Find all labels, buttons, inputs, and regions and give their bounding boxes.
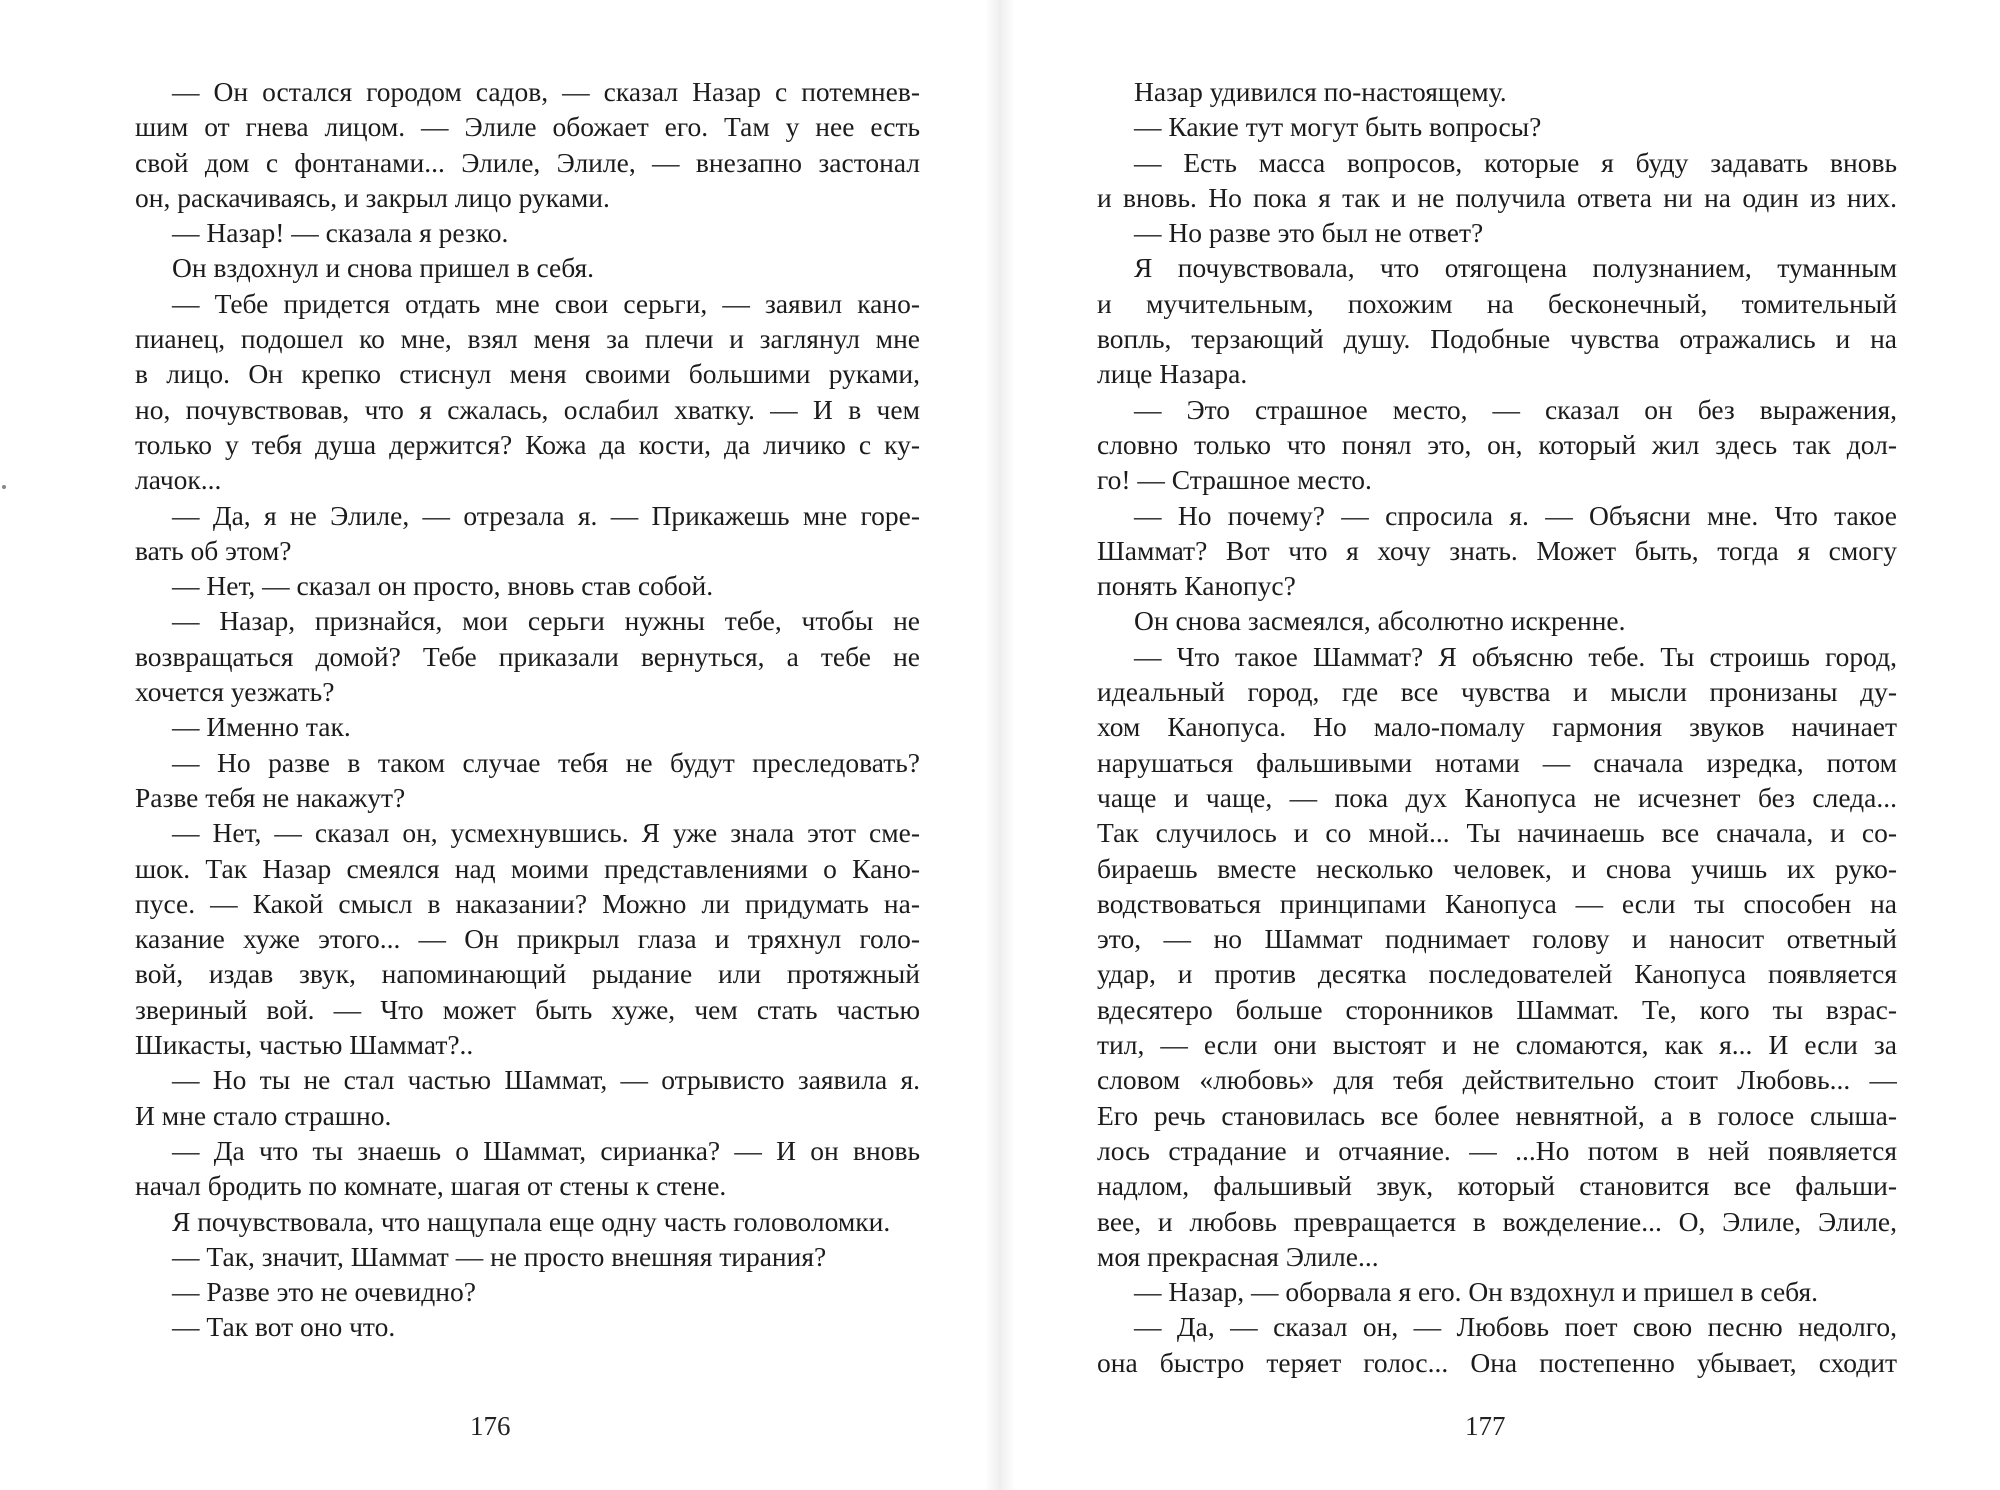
- text-line: — Тебе придется отдать мне свои серьги, — заявил кано-: [172, 287, 920, 319]
- text-line: лице Назара.: [1097, 358, 1248, 390]
- text-line: шим от гнева лицом. — Элиле обожает его. Там у нее есть: [135, 111, 920, 143]
- text-line: нарушаться фальшивыми нотами — сначала изредка, потом: [1097, 746, 1897, 778]
- text-line: но, почувствовав, что я сжалась, ослабил хватку. — И в чем: [135, 393, 920, 425]
- text-line: свой дом с фонтанами... Элиле, Элиле, — внезапно застонал: [135, 146, 920, 178]
- text-line: — Это страшное место, — сказал он без выражения,: [1134, 393, 1897, 425]
- text-line: — Разве это не очевидно?: [172, 1276, 476, 1308]
- text-line: бираешь вместе несколько человек, и снова учишь их руко-: [1097, 852, 1897, 884]
- text-line: моя прекрасная Элиле...: [1097, 1240, 1379, 1272]
- text-line: — Есть масса вопросов, которые я буду задавать вновь: [1134, 146, 1897, 178]
- text-line: возвращаться домой? Тебе приказали вернуться, а тебе не: [135, 640, 920, 672]
- text-line: пианец, подошел ко мне, взял меня за плечи и заглянул мне: [135, 323, 920, 355]
- text-line: словно только что понял это, он, который жил здесь так дол-: [1097, 428, 1897, 460]
- text-line: вать об этом?: [135, 534, 292, 566]
- text-line: Его речь становилась все более невнятной, а в голосе слыша-: [1097, 1099, 1897, 1131]
- text-line: — Да, я не Элиле, — отрезала я. — Прикажешь мне горе-: [172, 499, 920, 531]
- text-line: Я почувствовала, что нащупала еще одну часть головоломки.: [172, 1205, 891, 1237]
- text-line: хочется уезжать?: [135, 676, 335, 708]
- text-line: звериный вой. — Что может быть хуже, чем стать частью: [135, 993, 920, 1025]
- right-page: [1015, 0, 2000, 1490]
- text-line: лось страдание и отчаяние. — ...Но потом в ней появляется: [1097, 1134, 1897, 1166]
- text-line: вопль, терзающий душу. Подобные чувства отражались и на: [1097, 323, 1897, 355]
- left-page: [0, 0, 985, 1490]
- text-line: — Но ты не стал частью Шаммат, — отрывисто заявила я.: [172, 1064, 920, 1096]
- text-line: это, — но Шаммат поднимает голову и наносит ответный: [1097, 923, 1897, 955]
- left-page-text: [135, 74, 920, 1345]
- text-line: — Но разве в таком случае тебя не будут преследовать?: [172, 746, 920, 778]
- text-line: начал бродить по комнате, шагая от стены к стене.: [135, 1170, 727, 1202]
- text-line: — Именно так.: [172, 711, 351, 743]
- text-line: Так случилось и со мной... Ты начинаешь все сначала, и со-: [1097, 817, 1897, 849]
- text-line: Назар удивился по-настоящему.: [1134, 76, 1507, 107]
- left-page-number: 176: [470, 1411, 511, 1441]
- text-line: вой, издав звук, напоминающий рыдание или протяжный: [135, 958, 920, 990]
- text-line: понять Канопус?: [1097, 570, 1296, 602]
- text-line: идеальный город, где все чувства и мысли пронизаны ду-: [1097, 676, 1897, 708]
- right-page-text: [1097, 74, 1897, 1380]
- text-line: — Нет, — сказал он, усмехнувшись. Я уже знала этот сме-: [172, 817, 920, 849]
- text-line: чаще и чаще, — пока дух Канопуса не исчезнет без следа...: [1097, 781, 1897, 813]
- text-line: — Что такое Шаммат? Я объясню тебе. Ты строишь город,: [1134, 640, 1897, 672]
- text-line: он, раскачиваясь, и закрыл лицо руками.: [135, 181, 610, 213]
- text-line: и мучительным, похожим на бесконечный, томительный: [1097, 287, 1897, 319]
- text-line: и вновь. Но пока я так и не получила ответа ни на один из них.: [1097, 181, 1897, 213]
- text-line: лачок...: [135, 464, 222, 496]
- text-line: Шаммат? Вот что я хочу знать. Может быть, тогда я смогу: [1097, 534, 1897, 566]
- text-line: водствоваться принципами Канопуса — если ты способен на: [1097, 887, 1897, 919]
- text-line: И мне стало страшно.: [135, 1099, 392, 1131]
- text-line: Он снова засмеялся, абсолютно искренне.: [1134, 605, 1626, 637]
- text-line: Он вздохнул и снова пришел в себя.: [172, 252, 595, 284]
- text-line: Я почувствовала, что отягощена полузнанием, туманным: [1134, 252, 1897, 284]
- text-line: — Назар, — оборвала я его. Он вздохнул и пришел в себя.: [1134, 1276, 1818, 1308]
- text-line: — Назар! — сказала я резко.: [172, 217, 509, 249]
- text-line: тил, — если они выстоят и не сломаются, как я... И если за: [1097, 1029, 1897, 1061]
- text-line: — Да, — сказал он, — Любовь поет свою песню недолго,: [1134, 1311, 1897, 1343]
- text-line: вдесятеро больше сторонников Шаммат. Те, кого ты взрас-: [1097, 993, 1897, 1025]
- text-line: — Так, значит, Шаммат — не просто внешняя тирания?: [172, 1240, 827, 1272]
- text-line: шок. Так Назар смеялся над моими представлениями о Кано-: [135, 852, 920, 884]
- text-line: казание хуже этого... — Он прикрыл глаза и тряхнул голо-: [135, 923, 920, 955]
- text-line: удар, и против десятка последователей Канопуса появляется: [1097, 958, 1897, 990]
- text-line: в лицо. Он крепко стиснул меня своими большими руками,: [135, 358, 920, 390]
- text-line: — Да что ты знаешь о Шаммат, сирианка? — И он вновь: [172, 1134, 920, 1166]
- right-page-number: 177: [1465, 1411, 1506, 1441]
- text-line: вее, и любовь превращается в вожделение... О, Элиле, Элиле,: [1097, 1205, 1897, 1237]
- text-line: надлом, фальшивый звук, который становится все фальши-: [1097, 1170, 1897, 1202]
- text-line: — Нет, — сказал он просто, вновь став собой.: [172, 570, 714, 602]
- text-line: — Но почему? — спросила я. — Объясни мне. Что такое: [1134, 499, 1897, 531]
- text-line: словом «любовь» для тебя действительно стоит Любовь... —: [1097, 1064, 1897, 1096]
- text-line: Разве тебя не накажут?: [135, 781, 406, 813]
- text-line: — Назар, признайся, мои серьги нужны тебе, чтобы не: [172, 605, 920, 637]
- text-line: — Какие тут могут быть вопросы?: [1134, 111, 1542, 143]
- text-line: — Так вот оно что.: [172, 1311, 396, 1343]
- text-line: она быстро теряет голос... Она постепенно убывает, сходит: [1097, 1346, 1897, 1378]
- text-line: — Но разве это был не ответ?: [1134, 217, 1484, 249]
- text-line: пусе. — Какой смысл в наказании? Можно ли придумать на-: [135, 887, 920, 919]
- book-gutter: [985, 0, 1015, 1490]
- text-line: Шикасты, частью Шаммат?..: [135, 1029, 474, 1061]
- text-line: только у тебя душа держится? Кожа да кости, да личико с ку-: [135, 428, 920, 460]
- text-line: го! — Страшное место.: [1097, 464, 1372, 496]
- text-line: — Он остался городом садов, — сказал Назар с потемнев-: [172, 76, 920, 107]
- text-line: хом Канопуса. Но мало-помалу гармония звуков начинает: [1097, 711, 1897, 743]
